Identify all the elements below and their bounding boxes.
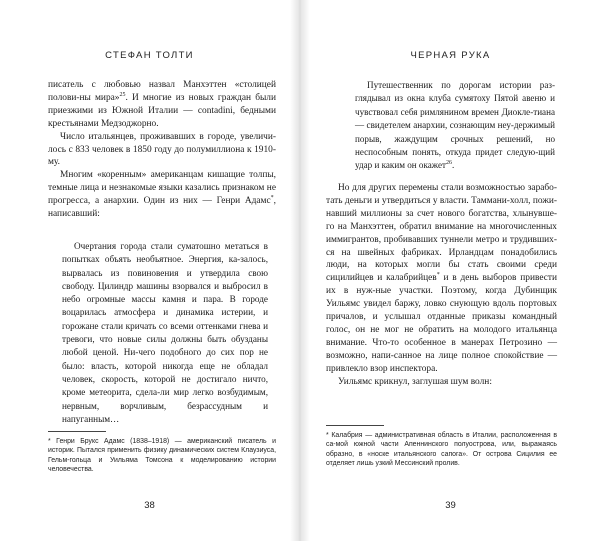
page-number: 39 <box>445 500 456 511</box>
left-body-text <box>48 79 276 221</box>
running-header-title: ЧЕРНАЯ РУКА <box>410 50 491 61</box>
book-gutter-shadow <box>290 0 310 541</box>
body-paragraph: Но для других перемены стали возможностью зарабо-тать деньги и утвердиться у власти. Таммани-холл, пожи-навший миллионы за счет нового богатства, хлынувше-го на Манхэттен, обратил внимание на многочисленных иммигрантов, пробивавших туннели метро и трудивших-ся на швейных фабриках. Ирландцам понадобились люди, на которых могли бы стать своими среди сицилийцев и калабрийцев* и в день выборов привести их в нуж-ные участки. Поэтому, когда Дубинщик Уильямс увидел баржу, ловко снующую вдоль портовых причалов, и услышал отданные приказы командный голос, он не мог не обратить на молодого итальянца внимание. Что-то особенное в манерах Петрозино — возможно, напи-санное на лице полное спокойствие — привлекло взор инспектора. <box>326 183 558 374</box>
footnote: * Калабрия — административная область в Италии, расположенная в са-мой южной части Апеннинского полуострова, или, выражаясь образно, в «носке итальянского сапога». От острова Сицилия ее отделяет лишь узкий Мессинский пролив. <box>326 432 557 468</box>
right-body-text <box>326 182 557 389</box>
page-number: 38 <box>144 500 155 511</box>
quote-text: Очертания города стали суматошно метаться в попытках объять необъятное. Энергия, ка-залось, вырвалась из повиновения и утвердила свою свободу. Цилиндр машины взорвался и выбросил в небо огромные массы камня и пара. В городе воцарилась атмосфера и динамика истерии, и горожане стали кричать со всеми оттенками гнева и тревоги, что новые силы должны быть обузданы любой ценой. Ни-чего подобного до сих пор не было: власть, которой никогда еще не обладал человек, скорость, которой не достигало ничто, кроме метеорита, сдела-ли мир легко возбудимым, нервным, ворчливым, безрассудным и напуганным… <box>62 241 268 424</box>
quoted-passage <box>355 79 555 173</box>
body-paragraph: Число итальянцев, проживавших в городе, увеличи-лось с 833 человек в 1850 году до полумиллиона к 1910-му. <box>48 131 276 168</box>
body-paragraph: Многим «коренным» американцам кишащие толпы, темные лица и незнакомые языки казались признаком не прогресса, а анархии. Один из них — Генри Адамс*, написавший: <box>48 170 276 220</box>
left-page <box>0 0 299 541</box>
block-quote <box>62 240 268 426</box>
running-header-author: СТЕФАН ТОЛТИ <box>105 50 194 61</box>
footnote: * Генри Брукс Адамс (1838–1918) — американский писатель и историк. Пытался применить физику динамических систем Клаузиуса, Гельм-гольца и Уильяма Томсона к моделированию истории человечества. <box>48 438 276 474</box>
footnote-rule <box>48 431 106 432</box>
quote-text: Путешественник по дорогам истории раз-глядывал из окна клуба сумятоху Пятой авеню и чувствовал себя римлянином времен Диокле-тиана — свидетелем анархии, сознающим неу-держимый порыв, жаждущим срочных решений, но неспособным понять, откуда придет следую-щий удар и каким он окажет$^{26}$. <box>355 80 555 171</box>
body-paragraph: Уильямс крикнул, заглушая шум волн: <box>338 376 492 387</box>
body-paragraph: писатель с любовью назвал Манхэттен «столицей полови-ны мира»$^{25}$. И многие из новых граждан были приезжими из Южной Италии — contadini, бедными крестьянами Медзоджорно. <box>48 80 276 129</box>
right-page <box>301 0 600 541</box>
footnote-rule <box>326 425 384 426</box>
